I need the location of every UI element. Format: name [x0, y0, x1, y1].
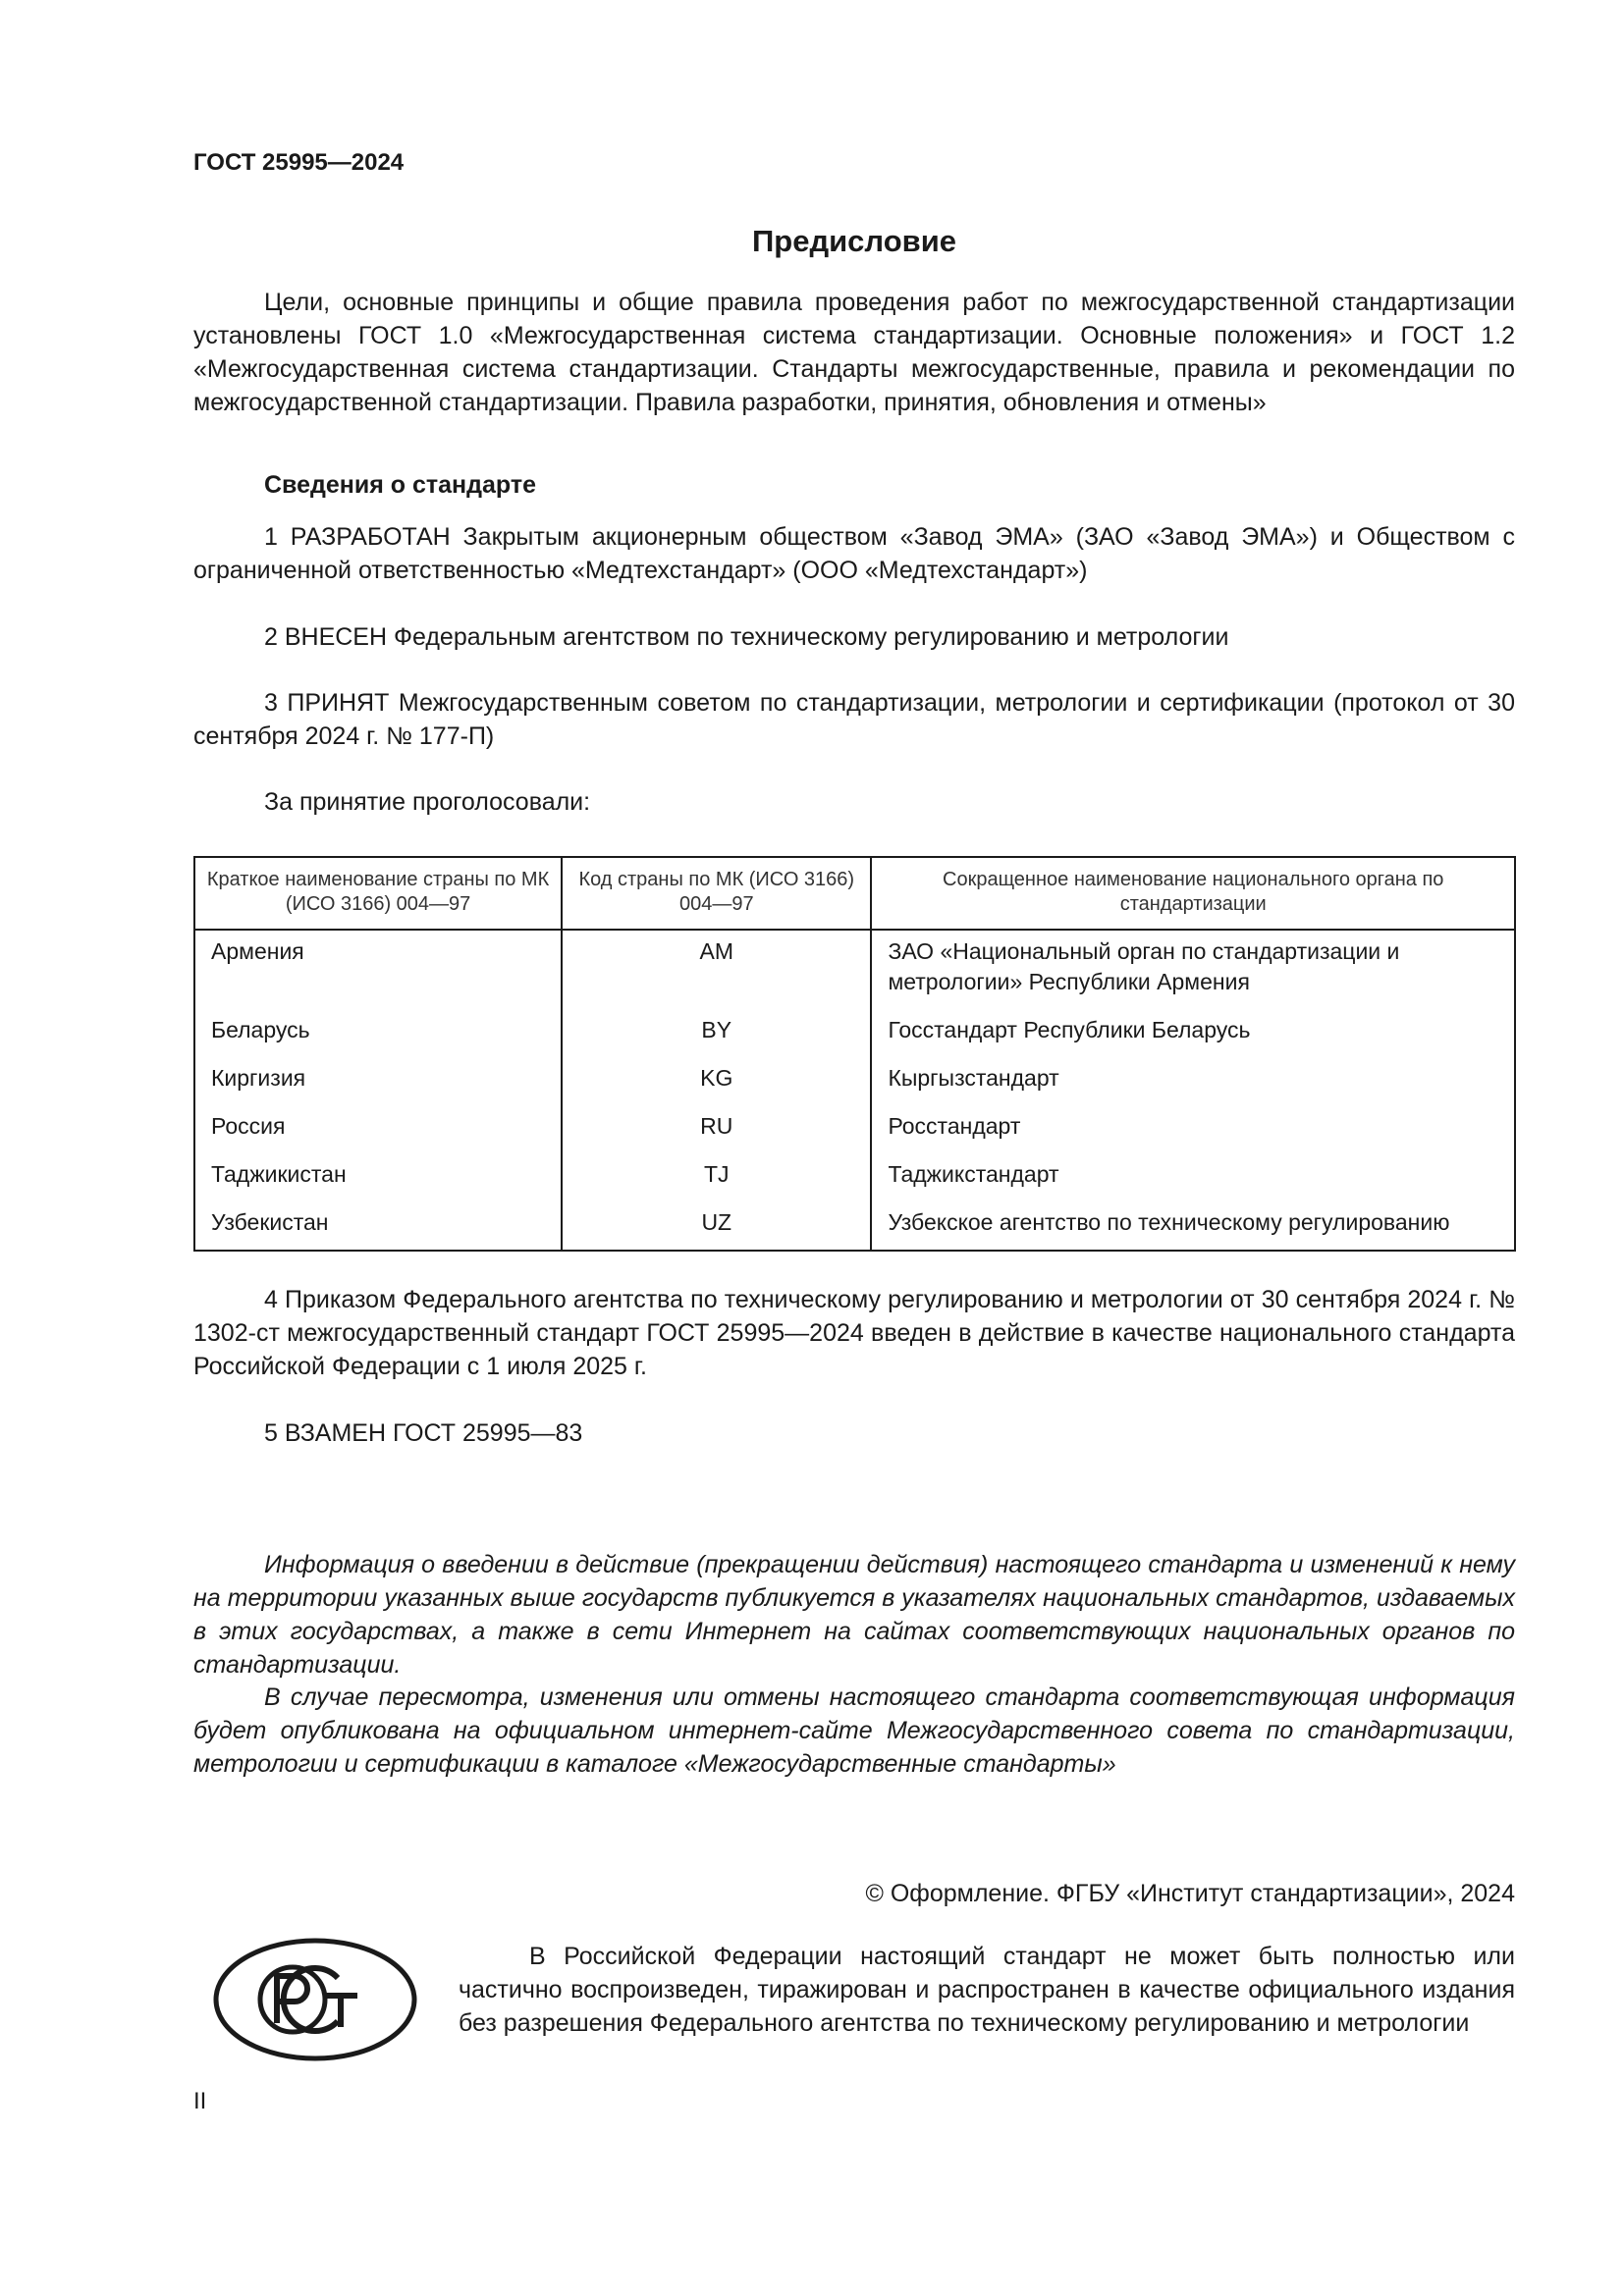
- body-cell: Кыргызстандарт: [871, 1057, 1515, 1105]
- copyright: © Оформление. ФГБУ «Институт стандартизации», 2024: [865, 1880, 1515, 1907]
- item-1: 1 РАЗРАБОТАН Закрытым акционерным обществом «Завод ЭМА» (ЗАО «Завод ЭМА») и Обществом с ограниченной ответственностью «Медтехстандарт» (ООО «Медтехстандарт»): [193, 523, 1515, 584]
- table-row: [194, 1009, 1515, 1057]
- country-cell: Таджикистан: [194, 1153, 562, 1201]
- voting-table: [193, 856, 1516, 1252]
- page-number: II: [193, 2088, 207, 2114]
- country-cell: Армения: [194, 930, 562, 1009]
- body-cell: Таджикстандарт: [871, 1153, 1515, 1201]
- document-code: ГОСТ 25995—2024: [193, 149, 405, 176]
- table-row: [194, 1153, 1515, 1201]
- item-4: 4 Приказом Федерального агентства по техническому регулированию и метрологии от 30 сентября 2024 г. № 1302-ст межгосударственный стандарт ГОСТ 25995—2024 введен в действие в качестве национального стандарта Российской Федерации с 1 июля 2025 г.: [193, 1286, 1515, 1380]
- code-cell: UZ: [562, 1201, 871, 1251]
- body-cell: Госстандарт Республики Беларусь: [871, 1009, 1515, 1057]
- code-cell: KG: [562, 1057, 871, 1105]
- italic-note-2: В случае пересмотра, изменения или отмены настоящего стандарта соответствующая информация будет опубликована на официальном интернет-сайте Межгосударственного совета по стандартизации, метрологии и сертификации в каталоге «Межгосударственные стандарты»: [193, 1683, 1515, 1778]
- body-cell: ЗАО «Национальный орган по стандартизации и метрологии» Республики Армения: [871, 930, 1515, 1009]
- rst-mark-icon: [212, 1937, 418, 2062]
- code-cell: RU: [562, 1105, 871, 1153]
- italic-note-1: Информация о введении в действие (прекращении действия) настоящего стандарта и изменений к нему на территории указанных выше государств публикуется в указателях национальных стандартов, издаваемых в этих государствах, а также в сети Интернет на сайтах соответствующих национальных органов по стандартизации.: [193, 1551, 1515, 1679]
- table-row: [194, 930, 1515, 1009]
- header-body: Сокращенное наименование национального органа по стандартизации: [871, 857, 1515, 930]
- country-cell: Киргизия: [194, 1057, 562, 1105]
- table-row: [194, 1105, 1515, 1153]
- vote-intro: За принятие проголосовали:: [264, 788, 591, 816]
- country-cell: Беларусь: [194, 1009, 562, 1057]
- table-row: [194, 1201, 1515, 1251]
- item-5: 5 ВЗАМЕН ГОСТ 25995—83: [264, 1419, 583, 1447]
- code-cell: AM: [562, 930, 871, 1009]
- header-country: Краткое наименование страны по МК (ИСО 3166) 004—97: [194, 857, 562, 930]
- table-row: [194, 1057, 1515, 1105]
- body-cell: Узбекское агентство по техническому регулированию: [871, 1201, 1515, 1251]
- page-title: Предисловие: [751, 224, 956, 258]
- code-cell: TJ: [562, 1153, 871, 1201]
- table-header-row: [194, 857, 1515, 930]
- item-3: 3 ПРИНЯТ Межгосударственным советом по стандартизации, метрологии и сертификации (протокол от 30 сентября 2024 г. № 177-П): [193, 689, 1515, 750]
- body-cell: Росстандарт: [871, 1105, 1515, 1153]
- code-cell: BY: [562, 1009, 871, 1057]
- intro-paragraph: Цели, основные принципы и общие правила проведения работ по межгосударственной стандартизации установлены ГОСТ 1.0 «Межгосударственная система стандартизации. Основные положения» и ГОСТ 1.2 «Межгосударственная система стандартизации. Стандарты межгосударственные, правила и рекомендации по межгосударственной стандартизации. Правила разработки, принятия, обновления и отмены»: [193, 289, 1515, 416]
- item-2: 2 ВНЕСЕН Федеральным агентством по техническому регулированию и метрологии: [264, 623, 1229, 651]
- country-cell: Россия: [194, 1105, 562, 1153]
- info-heading: Сведения о стандарте: [264, 471, 537, 499]
- country-cell: Узбекистан: [194, 1201, 562, 1251]
- header-code: Код страны по МК (ИСО 3166) 004—97: [562, 857, 871, 930]
- copyright-notice: В Российской Федерации настоящий стандарт не может быть полностью или частично воспроизведен, тиражирован и распространен в качестве официального издания без разрешения Федерального агентства по техническому регулированию и метрологии: [459, 1943, 1515, 2037]
